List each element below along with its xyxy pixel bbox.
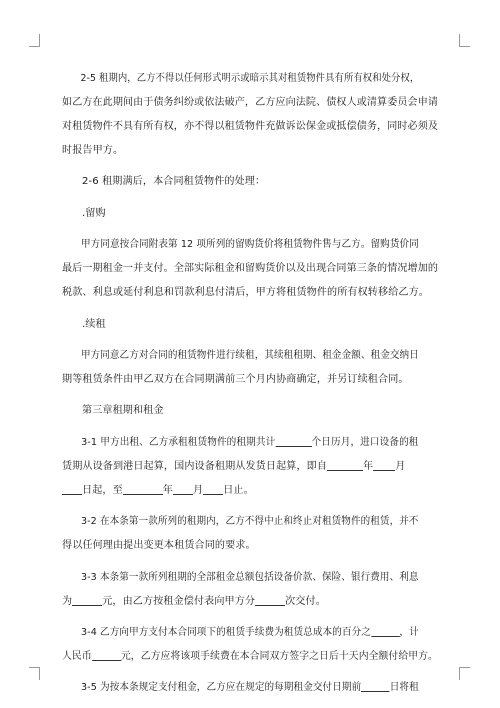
clause-2-6 (62, 170, 438, 194)
text-line: 赁期从设备到港日起算，国内设备租期从发货日起算，即自 年 月 (62, 455, 438, 479)
blank-field (123, 482, 163, 495)
clause-3-1 (62, 431, 438, 503)
clause-3-2 (62, 510, 438, 558)
text-line: 最后一期租金一并支付。全部实际租金和留购货价以及出现合同第三条的情况增加的 (62, 263, 439, 275)
text-line: 第三章租期和租金 (82, 405, 164, 417)
clause-3-4 (62, 621, 438, 669)
blank-field (203, 482, 223, 495)
blank-field (92, 648, 121, 661)
text-line: 得以任何理由提出变更本租赁合同的要求。 (62, 540, 256, 552)
clause-3-5 (62, 676, 438, 700)
subheading-purchase (62, 202, 438, 226)
clause-2-5 (62, 67, 438, 163)
blank-field (373, 458, 395, 471)
blank-field (255, 593, 285, 606)
text-line: 税款、利息或延付利息和罚款利息付清后，甲方将租赁物件的所有权转移给乙方。 (62, 287, 429, 299)
text-line: 期等租赁条件由甲乙双方在合同期满前三个月内协商确定，并另订续租合同。 (62, 373, 409, 385)
text-line: 为 元，由乙方按租金偿付表向甲方分 次交付。 (62, 590, 438, 614)
blank-field (62, 482, 82, 495)
text-line: 人民币 元，乙方应将该项手续费在本合同双方签字之日后十天内全额付给甲方。 (62, 645, 427, 669)
text-line: 甲方同意乙方对合同的租赁物件进行续租，其续租租期、租金金额、租金交纳日 (80, 349, 419, 361)
text-line: 时报告甲方。 (62, 145, 124, 156)
chapter-three-heading (62, 399, 438, 423)
crop-mark-top-left (29, 34, 40, 47)
text-line: 日起，至 年 月 日止。 (62, 479, 438, 503)
crop-mark-top-right (459, 34, 470, 47)
purchase-paragraph (62, 233, 438, 305)
renewal-paragraph (62, 344, 438, 392)
text-line: .续租 (82, 318, 106, 330)
text-line: 甲方同意按合同附表第 12 项所列的留购货价将租赁物件售与乙方。留购货价同 (80, 239, 419, 251)
text-line: 2-6 租期满后，本合同租赁物件的处理： (82, 176, 266, 188)
text-line: 对租赁物件不具有所有权，亦不得以租赁物件充做诉讼保金或抵偿债务，同时必须及 (62, 121, 439, 132)
text-line: 3-5 为按本条规定支付租金，乙方应在规定的每期租金交付日期前 日将租 (62, 676, 419, 700)
blank-field (361, 679, 389, 692)
subheading-renewal (62, 313, 438, 337)
text-line: 2-5 租期内，乙方不得以任何形式明示或暗示其对租赁物件具有所有权和处分权， (80, 73, 420, 84)
clause-3-3 (62, 566, 438, 614)
text-line: 3-3 本条第一款所列租期的全部租金总额包括设备价款、保险、银行费用、利息 (80, 571, 419, 583)
text-line: 如乙方在此期间由于债务纠纷或依法破产，乙方应向法院、债权人或清算委员会申请 (62, 97, 439, 108)
text-line: 3-4 乙方向甲方支付本合同项下的租赁手续费为租赁总成本的百分之 ，计 (62, 621, 419, 645)
crop-mark-bottom-left (29, 667, 40, 680)
document-body (62, 67, 438, 708)
text-line: 3-1 甲方出租、乙方承租租赁物件的租期共计 个日历月，进口设备的租 (62, 431, 421, 455)
blank-field (327, 458, 363, 471)
blank-field (371, 624, 399, 637)
text-line: 3-2 在本条第一款所列的租期内，乙方不得中止和终止对租赁物件的租赁，并不 (80, 516, 419, 528)
blank-field (173, 482, 193, 495)
crop-mark-bottom-right (459, 667, 470, 680)
blank-field (275, 434, 311, 447)
blank-field (72, 593, 102, 606)
text-line: .留购 (82, 207, 106, 219)
